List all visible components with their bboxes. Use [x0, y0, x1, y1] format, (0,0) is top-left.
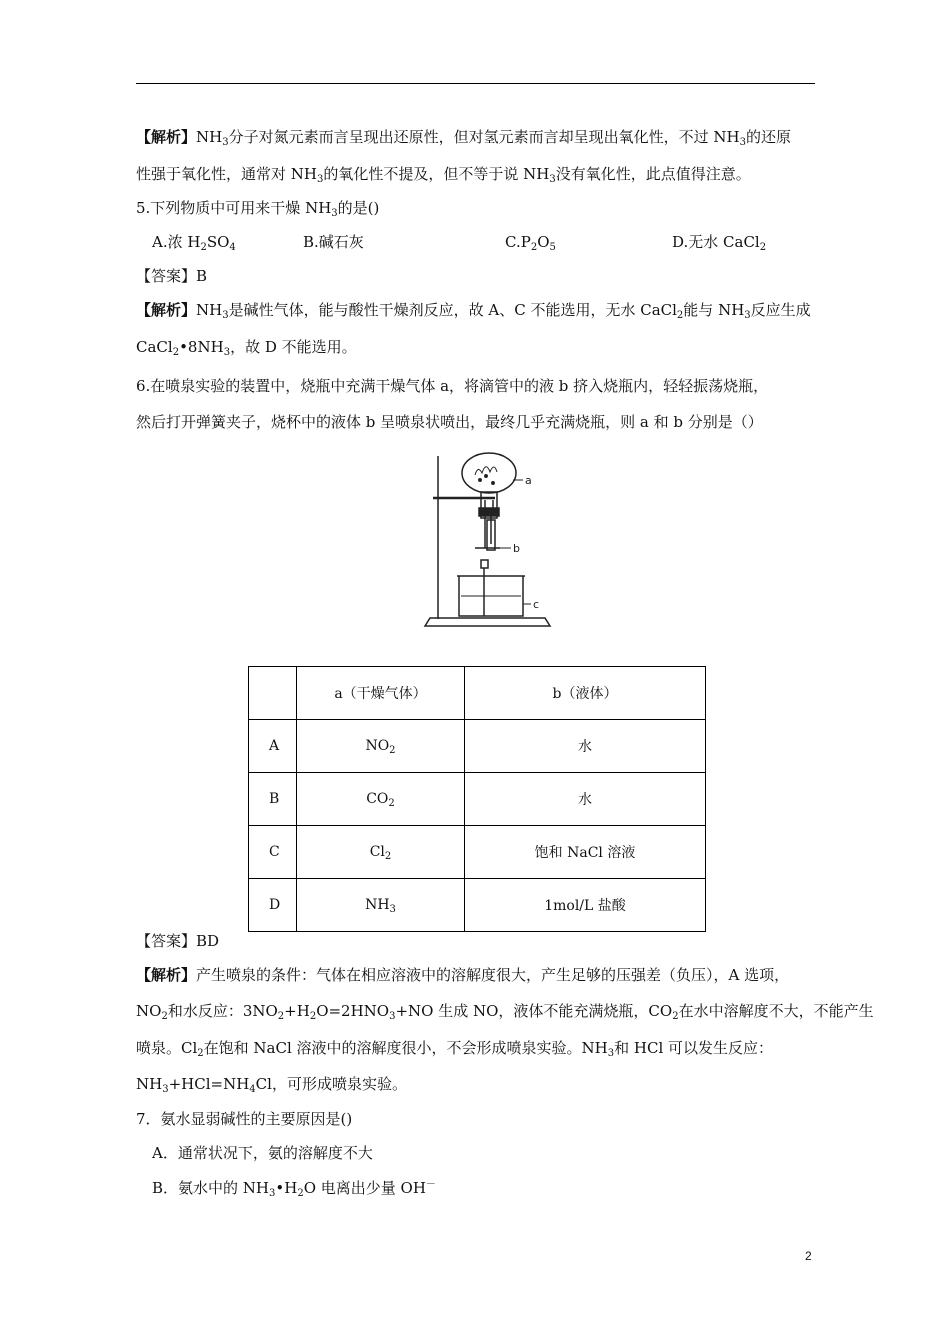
- table-cell: A: [249, 720, 297, 773]
- option-c: $C.P_2O_5$: [505, 233, 556, 253]
- option-d: D.无水 CaCl$_2$: [672, 233, 767, 253]
- question-7-stem: 7．氨水显弱碱性的主要原因是(): [136, 1110, 353, 1128]
- table-cell: 饱和 NaCl 溶液: [465, 826, 706, 879]
- table-cell: D: [249, 879, 297, 932]
- table-cell: 1mol/L 盐酸: [465, 879, 706, 932]
- analysis-6-cont: $NH_3+HCl=NH_4Cl$，可形成喷泉实验。: [136, 1075, 407, 1095]
- page-number: 2: [805, 1249, 812, 1263]
- option-a: A．通常状况下，氨的溶解度不大: [152, 1144, 373, 1162]
- table-cell: C: [249, 826, 297, 879]
- question-6-stem-cont: 然后打开弹簧夹子，烧杯中的液体 b 呈喷泉状喷出，最终几乎充满烧瓶，则 a 和 b 分别是（）: [136, 413, 763, 431]
- question-5-stem: 5.下列物质中可用来干燥 $NH_3$的是(): [136, 199, 380, 219]
- table-cell: $CO_2$: [297, 773, 465, 826]
- fountain-apparatus-figure: [405, 448, 555, 633]
- table-cell: $NO_2$: [297, 720, 465, 773]
- figure-label-c: c: [533, 598, 540, 611]
- analysis-6-cont: 喷泉。$Cl_2$在饱和 NaCl 溶液中的溶解度很小，不会形成喷泉实验。$NH_3$和 HCl 可以发生反应：: [136, 1039, 774, 1059]
- table-cell: 水: [465, 773, 706, 826]
- answer-5: 【答案】B: [136, 267, 208, 285]
- analysis-5: 【解析】$NH_3$是碱性气体，能与酸性干燥剂反应，故 A、C 不能选用，无水 CaCl$_2$能与 $NH_3$反应生成: [136, 301, 811, 321]
- option-a: A.浓 $H_2SO_4$: [152, 233, 236, 253]
- table-cell: 水: [465, 720, 706, 773]
- options-table: [248, 666, 706, 932]
- question-6-stem: 6.在喷泉实验的装置中，烧瓶中充满干燥气体 a，将滴管中的液 b 挤入烧瓶内，轻轻振荡烧瓶，: [136, 377, 769, 395]
- table-header-cell: a（干燥气体）: [297, 667, 465, 720]
- header-rule: [136, 83, 815, 84]
- table-cell: B: [249, 773, 297, 826]
- table-row: [249, 720, 706, 773]
- analysis-line: 性强于氧化性，通常对 $NH_3$的氧化性不提及，但不等于说 $NH_3$没有氧化性，此点值得注意。: [136, 165, 751, 185]
- table-row: [249, 826, 706, 879]
- analysis-6: 【解析】产生喷泉的条件：气体在相应溶液中的溶解度很大，产生足够的压强差（负压），A 选项，: [136, 966, 790, 984]
- option-b: B．氨水中的 $NH_3•H_2O$ 电离出少量 OH－: [152, 1179, 436, 1199]
- option-b: B.碱石灰: [303, 233, 364, 251]
- table-row: [249, 773, 706, 826]
- analysis-line: 【解析】$NH_3$分子对氮元素而言呈现出还原性，但对氢元素而言却呈现出氧化性，不过 $NH_3$的还原: [136, 128, 791, 148]
- analysis-5-cont: $CaCl_2•8NH_3$，故 D 不能选用。: [136, 338, 357, 358]
- analysis-6-cont: $NO_2$和水反应：$3NO_2+H_2O=2HNO_3+NO$ 生成 NO，液体不能充满烧瓶，$CO_2$在水中溶解度不大，不能产生: [136, 1002, 874, 1022]
- answer-6: 【答案】BD: [136, 932, 220, 950]
- figure-label-b: b: [513, 542, 520, 555]
- figure-label-a: a: [525, 474, 532, 487]
- table-cell: $Cl_2$: [297, 826, 465, 879]
- table-row: [249, 879, 706, 932]
- table-header-cell: b（液体）: [465, 667, 706, 720]
- table-header-row: [249, 667, 706, 720]
- table-header-cell: [249, 667, 297, 720]
- table-cell: $NH_3$: [297, 879, 465, 932]
